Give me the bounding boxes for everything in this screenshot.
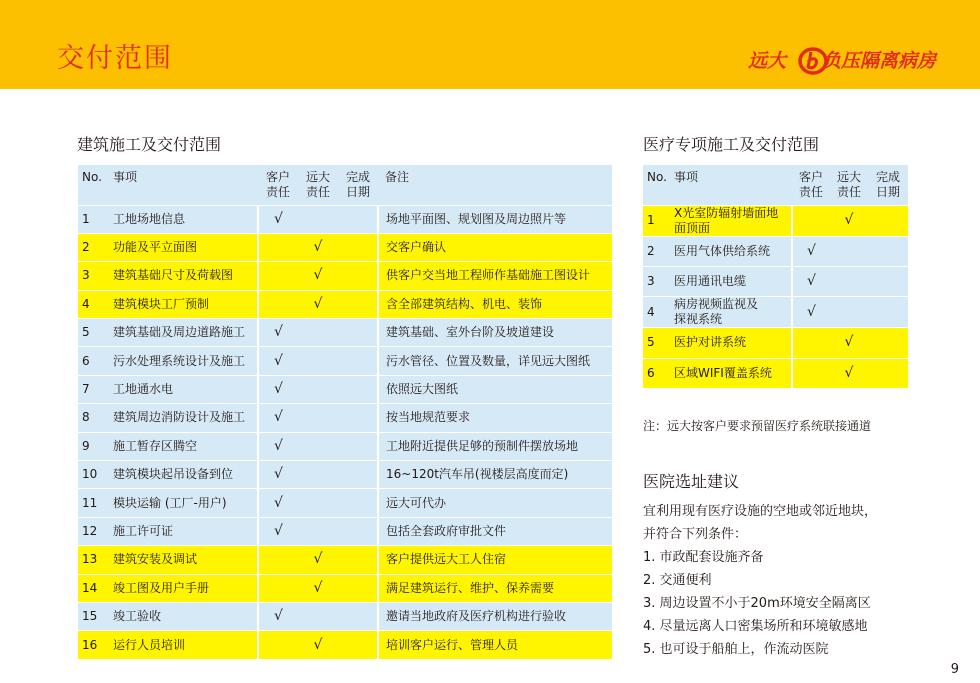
cell-item: 功能及平立面图	[106, 233, 258, 261]
cell-item: 竣工图及用户手册	[106, 574, 258, 602]
cell-remark: 依照远大图纸	[378, 375, 612, 403]
cell-client-check	[258, 233, 298, 261]
col-broad: 远大 责任	[298, 165, 338, 205]
cell-client-check: √	[792, 297, 830, 328]
cell-broad-check: √	[298, 262, 338, 290]
cell-broad-check	[298, 461, 338, 489]
cell-client-check: √	[258, 404, 298, 432]
cell-remark: 满足建筑运行、维护、保养需要	[378, 574, 612, 602]
cell-item-line: 医护对讲系统	[674, 335, 747, 350]
cell-date	[338, 489, 378, 517]
table-row	[78, 290, 612, 318]
cell-date	[338, 233, 378, 261]
cell-broad-check: √	[830, 205, 868, 236]
cell-remark: 邀请当地政府及医疗机构进行验收	[378, 602, 612, 630]
cell-date	[338, 319, 378, 347]
cell-no: 3	[643, 266, 667, 296]
cell-client-check	[258, 631, 298, 659]
table-row	[78, 574, 612, 602]
table-row	[643, 236, 908, 266]
cell-client-check	[258, 262, 298, 290]
cell-remark: 培训客户运行、管理人员	[378, 631, 612, 659]
cell-broad-check: √	[830, 358, 868, 388]
cell-client-check: √	[258, 461, 298, 489]
col-date: 完成 日期	[338, 165, 378, 205]
cell-client-check: √	[792, 236, 830, 266]
cell-client-check: √	[258, 347, 298, 375]
table-header-row	[643, 165, 908, 205]
cell-no: 5	[78, 319, 106, 347]
cell-remark: 场地平面图、规划图及周边照片等	[378, 205, 612, 233]
table-row	[78, 489, 612, 517]
cell-item-line: 探视系统	[674, 312, 723, 327]
cell-remark: 污水管径、位置及数量，详见远大图纸	[378, 347, 612, 375]
logo-mark-icon	[797, 46, 829, 76]
page-number: 9	[950, 662, 959, 677]
site-title: 医院选址建议	[643, 472, 740, 491]
cell-item: 施工暂存区腾空	[106, 432, 258, 460]
cell-item	[667, 236, 792, 266]
table-row	[78, 631, 612, 659]
cell-date	[338, 404, 378, 432]
col-remark: 备注	[378, 165, 612, 205]
cell-broad-check: √	[298, 546, 338, 574]
table-row	[78, 517, 612, 545]
list-item: 1. 市政配套设施齐备	[643, 550, 764, 565]
cell-item: 施工许可证	[106, 517, 258, 545]
cell-item: 建筑模块起吊设备到位	[106, 461, 258, 489]
cell-date	[338, 461, 378, 489]
cell-no: 1	[78, 205, 106, 233]
list-item: 4. 尽量远离人口密集场所和环境敏感地	[643, 619, 868, 634]
cell-client-check	[258, 546, 298, 574]
cell-item	[667, 266, 792, 296]
cell-no: 15	[78, 602, 106, 630]
table-row	[643, 205, 908, 236]
cell-client-check	[258, 290, 298, 318]
cell-remark: 建筑基础、室外台阶及坡道建设	[378, 319, 612, 347]
cell-broad-check	[298, 319, 338, 347]
table-row	[78, 546, 612, 574]
site-intro: 宜利用现有医疗设施的空地或邻近地块， 并符合下列条件：	[643, 504, 878, 542]
col-client: 客户 责任	[792, 165, 830, 205]
cell-no: 11	[78, 489, 106, 517]
cell-date	[338, 262, 378, 290]
cell-item: 建筑周边消防设计及施工	[106, 404, 258, 432]
cell-client-check	[792, 328, 830, 358]
cell-broad-check	[830, 236, 868, 266]
cell-remark: 供客户交当地工程师作基础施工图设计	[378, 262, 612, 290]
cell-no: 5	[643, 328, 667, 358]
cell-item-line: 病房视频监视及	[674, 297, 759, 312]
cell-date	[338, 347, 378, 375]
col-no: No.	[643, 165, 667, 205]
cell-item	[667, 358, 792, 388]
cell-date	[338, 290, 378, 318]
col-item: 事项	[106, 165, 258, 205]
cell-date	[338, 517, 378, 545]
cell-date	[868, 297, 908, 328]
cell-date	[338, 574, 378, 602]
cell-date	[868, 358, 908, 388]
cell-remark: 16~120t汽车吊(视楼层高度而定)	[378, 461, 612, 489]
cell-item-line: X光室防辐射墙面地	[674, 205, 779, 220]
cell-broad-check	[298, 205, 338, 233]
cell-item: 污水处理系统设计及施工	[106, 347, 258, 375]
cell-item-line: 面顶面	[674, 220, 711, 235]
cell-no: 12	[78, 517, 106, 545]
cell-date	[338, 631, 378, 659]
cell-item	[667, 205, 792, 236]
table-header-row	[78, 165, 612, 205]
cell-broad-check: √	[298, 233, 338, 261]
cell-remark: 交客户确认	[378, 233, 612, 261]
medical-title: 医疗专项施工及交付范围	[643, 135, 820, 154]
construction-title: 建筑施工及交付范围	[77, 135, 222, 154]
cell-date	[338, 432, 378, 460]
site-conditions-list	[643, 546, 871, 661]
page-title: 交付范围	[57, 43, 173, 74]
table-row	[78, 432, 612, 460]
cell-item: 工地场地信息	[106, 205, 258, 233]
cell-no: 6	[78, 347, 106, 375]
cell-client-check: √	[258, 602, 298, 630]
cell-item: 建筑安装及调试	[106, 546, 258, 574]
cell-client-check: √	[258, 205, 298, 233]
cell-item-line: 医用通讯电缆	[674, 274, 747, 289]
cell-date	[338, 602, 378, 630]
cell-remark: 按当地规范要求	[378, 404, 612, 432]
cell-client-check: √	[258, 319, 298, 347]
cell-item: 模块运输 (工厂-用户)	[106, 489, 258, 517]
cell-client-check: √	[258, 375, 298, 403]
cell-date	[868, 236, 908, 266]
table-row	[643, 266, 908, 296]
cell-no: 2	[78, 233, 106, 261]
table-row	[78, 375, 612, 403]
col-item: 事项	[667, 165, 792, 205]
cell-broad-check	[298, 375, 338, 403]
list-item: 3. 周边设置不小于20m环境安全隔离区	[643, 596, 871, 611]
cell-date	[338, 546, 378, 574]
table-row	[78, 404, 612, 432]
medical-table	[643, 165, 908, 389]
table-row	[78, 461, 612, 489]
cell-client-check	[792, 358, 830, 388]
cell-no: 4	[78, 290, 106, 318]
company-logo	[748, 45, 958, 77]
cell-date	[868, 266, 908, 296]
cell-date	[338, 375, 378, 403]
medical-note: 注：远大按客户要求预留医疗系统联接通道	[643, 419, 872, 433]
cell-no: 13	[78, 546, 106, 574]
cell-remark: 含全部建筑结构、机电、装饰	[378, 290, 612, 318]
cell-item-line: 区域WIFI覆盖系统	[674, 365, 772, 380]
cell-broad-check: √	[830, 328, 868, 358]
table-row	[78, 233, 612, 261]
col-client: 客户 责任	[258, 165, 298, 205]
cell-broad-check	[830, 297, 868, 328]
table-row	[78, 262, 612, 290]
cell-no: 14	[78, 574, 106, 602]
cell-broad-check	[830, 266, 868, 296]
cell-date	[868, 205, 908, 236]
col-broad: 远大 责任	[830, 165, 868, 205]
cell-client-check: √	[258, 489, 298, 517]
cell-date	[338, 205, 378, 233]
cell-item: 竣工验收	[106, 602, 258, 630]
cell-item	[667, 297, 792, 328]
cell-item: 建筑模块工厂预制	[106, 290, 258, 318]
cell-no: 3	[78, 262, 106, 290]
col-date: 完成 日期	[868, 165, 908, 205]
cell-client-check	[792, 205, 830, 236]
table-row	[643, 297, 908, 328]
table-row	[643, 358, 908, 388]
table-row	[643, 328, 908, 358]
table-row	[78, 205, 612, 233]
construction-table	[78, 165, 612, 660]
cell-no: 8	[78, 404, 106, 432]
cell-no: 1	[643, 205, 667, 236]
cell-client-check	[258, 574, 298, 602]
cell-no: 10	[78, 461, 106, 489]
cell-broad-check: √	[298, 574, 338, 602]
cell-item: 运行人员培训	[106, 631, 258, 659]
cell-broad-check	[298, 347, 338, 375]
table-row	[78, 319, 612, 347]
table-row	[78, 602, 612, 630]
cell-broad-check: √	[298, 631, 338, 659]
cell-remark: 客户提供远大工人住宿	[378, 546, 612, 574]
cell-broad-check	[298, 517, 338, 545]
cell-item: 工地通水电	[106, 375, 258, 403]
cell-client-check: √	[258, 517, 298, 545]
cell-client-check: √	[792, 266, 830, 296]
cell-item-line: 医用气体供给系统	[674, 243, 771, 258]
col-no: No.	[78, 165, 106, 205]
cell-no: 4	[643, 297, 667, 328]
cell-broad-check	[298, 432, 338, 460]
cell-broad-check	[298, 489, 338, 517]
cell-remark: 工地附近提供足够的预制件摆放场地	[378, 432, 612, 460]
cell-no: 6	[643, 358, 667, 388]
cell-no: 16	[78, 631, 106, 659]
list-item: 2. 交通便利	[643, 573, 712, 588]
cell-client-check: √	[258, 432, 298, 460]
cell-item	[667, 328, 792, 358]
cell-remark: 远大可代办	[378, 489, 612, 517]
cell-broad-check	[298, 404, 338, 432]
cell-item: 建筑基础尺寸及荷载图	[106, 262, 258, 290]
cell-date	[868, 328, 908, 358]
cell-item: 建筑基础及周边道路施工	[106, 319, 258, 347]
cell-no: 7	[78, 375, 106, 403]
table-row	[78, 347, 612, 375]
cell-remark: 包括全套政府审批文件	[378, 517, 612, 545]
cell-no: 9	[78, 432, 106, 460]
logo-product: 负压隔离病房	[822, 50, 937, 72]
cell-no: 2	[643, 236, 667, 266]
list-item: 5. 也可设于船舶上，作流动医院	[643, 642, 829, 657]
cell-broad-check: √	[298, 290, 338, 318]
logo-brand: 远大	[748, 50, 787, 72]
cell-broad-check	[298, 602, 338, 630]
